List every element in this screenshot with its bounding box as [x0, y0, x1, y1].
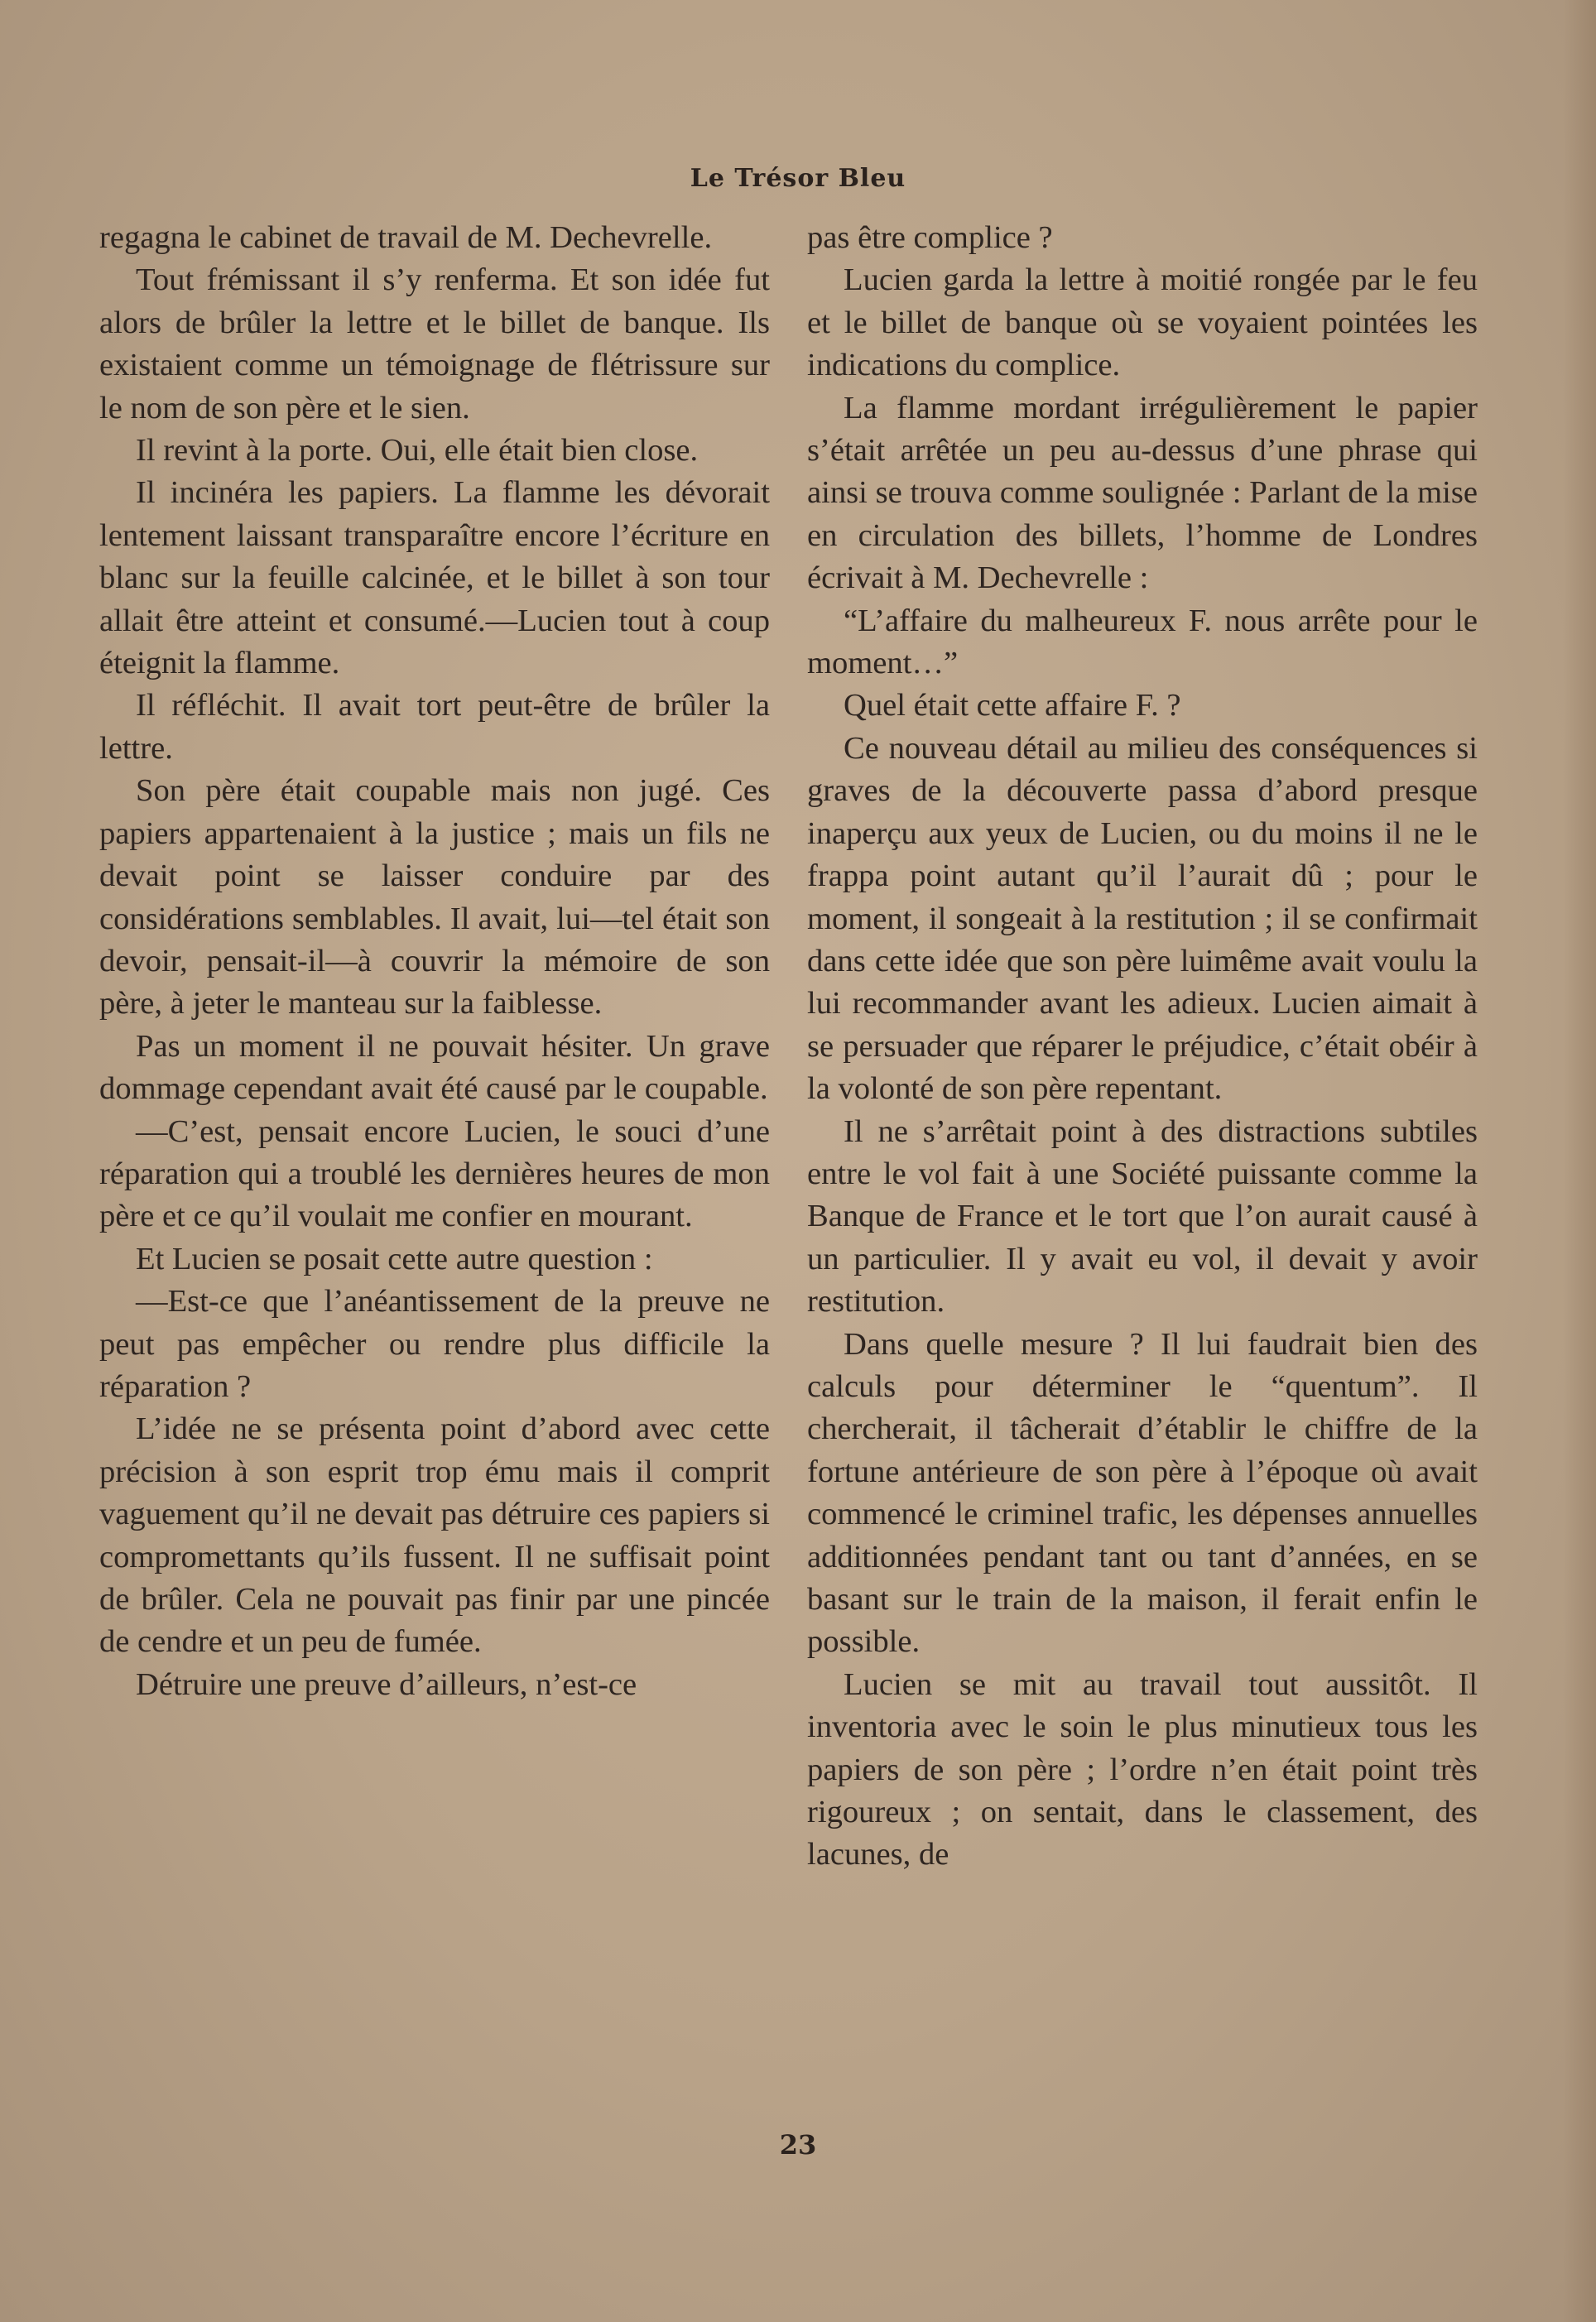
page-edge-shadow: [1563, 0, 1596, 2322]
paragraph: Quel était cette affaire F. ?: [844, 688, 1181, 724]
paragraph: La flamme mordant irrégulièrement le papier s’était arrêtée un peu au-dessus d’une phrase qui ainsi se trouva comme soulignée : Parlant de la mise en circulation des billets, l’homme de Londres écrivait à M. Dechevrelle :: [807, 390, 1478, 596]
paragraph: Il incinéra les papiers. La flamme les dévorait lentement laissant transparaître encore l’écriture en blanc sur la feuille calcinée, et le billet à son tour allait être atteint et consumé.—Lucien tout à coup éteignit la flamme.: [99, 475, 770, 681]
paragraph: Lucien garda la lettre à moitié rongée par le feu et le billet de banque où se voyaient pointées les indications du complice.: [807, 262, 1478, 383]
paragraph: Détruire une preuve d’ailleurs, n’est-ce: [136, 1666, 637, 1702]
paragraph: Lucien se mit au travail tout aussitôt. Il inventoria avec le soin le plus minutieux tous les papiers de son père ; l’ordre n’en était point très rigoureux ; on sentait, dans le classement, des lacunes, de: [807, 1666, 1478, 1873]
paragraph: Pas un moment il ne pouvait hésiter. Un grave dommage cependant avait été causé par le coupable.: [99, 1028, 770, 1107]
paragraph: “L’affaire du malheureux F. nous arrête pour le moment…”: [807, 603, 1478, 681]
paragraph: —Est-ce que l’anéantissement de la preuve ne peut pas empêcher ou rendre plus difficile la réparation ?: [99, 1284, 770, 1404]
paragraph: —C’est, pensait encore Lucien, le souci d’une réparation qui a troublé les dernières heures de mon père et ce qu’il voulait me confier en mourant.: [99, 1113, 770, 1234]
paragraph: Il revint à la porte. Oui, elle était bien close.: [136, 433, 699, 469]
running-head: Le Trésor Bleu: [690, 164, 906, 193]
paragraph: L’idée ne se présenta point d’abord avec cette précision à son esprit trop ému mais il comprit vaguement qu’il ne devait pas détruire ces papiers si compromettants qu’ils fussent. Il ne suffisait point de brûler. Cela ne pouvait pas finir par une pincée de cendre et un peu de fumée.: [99, 1411, 770, 1660]
page-number: 23: [779, 2129, 817, 2161]
left-column: [99, 217, 770, 1706]
paragraph: Ce nouveau détail au milieu des conséquences si graves de la découverte passa d’abord presque inaperçu aux yeux de Lucien, ou du moins il ne le frappa point autant qu’il l’aurait dû ; pour le moment, il songeait à la restitution ; il se confirmait dans cette idée que son père luimême avait voulu la lui recommander avant les adieux. Lucien aimait à se persuader que réparer le préjudice, c’était obéir à la volonté de son père repentant.: [807, 730, 1478, 1107]
right-column: [807, 217, 1478, 1877]
paragraph: Et Lucien se posait cette autre question :: [136, 1241, 653, 1276]
paragraph: regagna le cabinet de travail de M. Dechevrelle.: [99, 220, 713, 255]
paragraph: Son père était coupable mais non jugé. Ces papiers appartenaient à la justice ; mais un fils ne devait point se laisser conduire par des considérations semblables. Il avait, lui—tel était son devoir, pensait-il—à couvrir la mémoire de son père, à jeter le manteau sur la faiblesse.: [99, 773, 770, 1022]
paragraph: Il réfléchit. Il avait tort peut-être de brûler la lettre.: [99, 688, 770, 766]
paragraph: pas être complice ?: [807, 220, 1053, 255]
paragraph: Il ne s’arrêtait point à des distractions subtiles entre le vol fait à une Société puissante comme la Banque de France et le tort que l’on aurait causé à un particulier. Il y avait eu vol, il devait y avoir restitution.: [807, 1113, 1478, 1320]
paragraph: Dans quelle mesure ? Il lui faudrait bien des calculs pour déterminer le “quentum”. Il chercherait, il tâcherait d’établir le chiffre de la fortune antérieure de son père à l’époque où avait commencé le criminel trafic, les dépenses annuelles additionnées pendant tant ou tant d’années, en se basant sur le train de la maison, il ferait enfin le possible.: [807, 1326, 1478, 1660]
paragraph: Tout frémissant il s’y renferma. Et son idée fut alors de brûler la lettre et le billet de banque. Ils existaient comme un témoignage de flétrissure sur le nom de son père et le sien.: [99, 262, 770, 425]
